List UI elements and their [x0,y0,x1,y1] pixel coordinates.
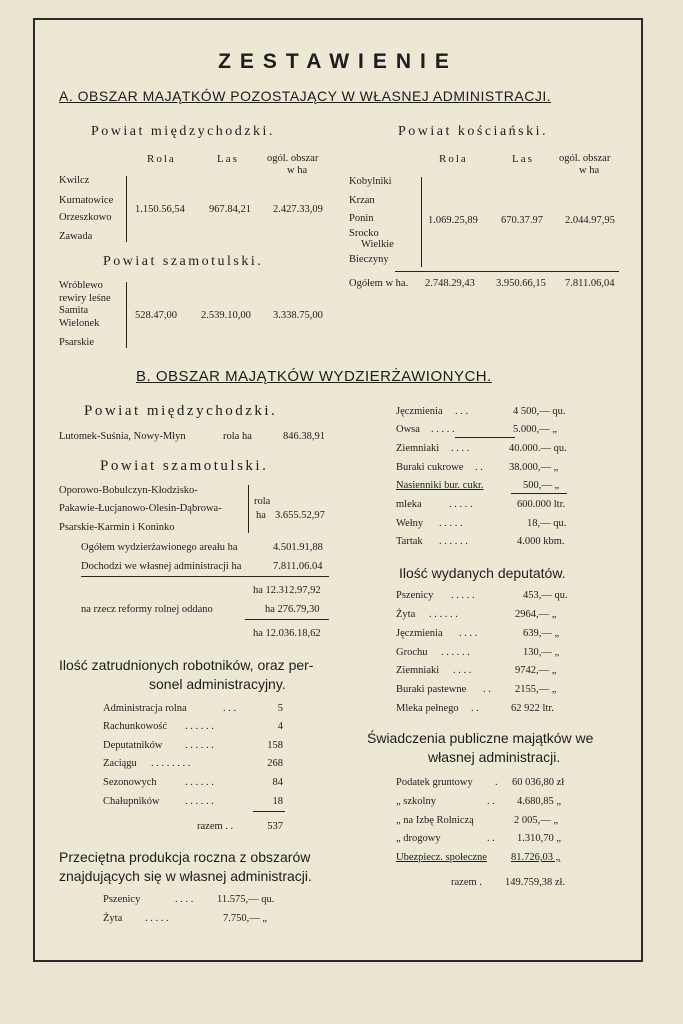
a-s-bracket [126,282,127,348]
document-page [33,18,643,962]
swiad-value-1: 60 036,80 zł [512,777,565,788]
dep-dots-4: . . . . . . [441,647,470,658]
a-m-col-rola: Rola [147,153,176,165]
swiad-dots-1: . [495,777,498,788]
b-miedzychodzki-header: Powiat międzychodzki. [84,403,278,419]
dep-label-5: Ziemniaki [396,665,440,676]
dep-dots-7: . . [471,703,479,714]
a-k-col-las: Las [512,153,534,165]
production-label-2: Żyta [103,913,123,924]
workers-value-6: 18 [272,796,283,807]
production-heading-2: znajdujących się w własnej administracji. [59,868,312,884]
prod-r-dots-4: . . [475,462,483,473]
prod-r-value-5: 500,— „ [523,480,560,491]
a-s-estate-3: Samita [59,305,89,316]
b-reform-label: na rzecz reformy rolnej oddano [81,604,213,615]
prod-r-dots-8: . . . . . . [439,536,468,547]
prod-r-value-7: 18,— qu. [527,518,567,529]
workers-label-3: Deputatników [103,740,163,751]
workers-dots-3: . . . . . . [185,740,214,751]
swiad-value-2: 4.680,85 „ [517,796,562,807]
prod-r-value-4: 38.000,— „ [509,462,559,473]
workers-label-1: Administracja rolna [103,703,187,714]
b-reform-value: ha 276.79,30 [265,604,320,615]
dep-value-3: 639,— „ [523,628,560,639]
a-s-rola: 528.47,00 [135,310,177,321]
b-m-label: Lutomek-Suśnia, Nowy-Młyn [59,431,186,442]
a-szamotulski-header: Powiat szamotulski. [103,254,264,269]
a-m-estate-3: Orzeszkowo [59,212,112,223]
prod-r-value-8: 4.000 kbm. [517,536,565,547]
workers-dots-5: . . . . . . [185,777,214,788]
dep-label-7: Mleka pełnego [396,703,459,714]
prod-r-label-8: Tartak [396,536,423,547]
b-szamotulski-header: Powiat szamotulski. [100,458,269,474]
prod-r-dots-2: . . . . . [431,424,455,435]
b-sum-rule [81,576,329,577]
prod-r-dots-1: . . . [455,406,469,417]
b-sum-label-1: Ogółem wydzierżawionego areału ha [81,542,238,553]
a-k-col-rola: Rola [439,153,468,165]
a-s-estate-5: Psarskie [59,337,94,348]
swiad-label-2: „ szkolny [396,796,436,807]
workers-value-4: 268 [267,758,283,769]
b-m-unit: rola ha [223,431,252,442]
a-m-col-las: Las [217,153,239,165]
a-miedzychodzki-header: Powiat międzychodzki. [91,124,275,139]
swiad-total-label: razem . [451,877,482,888]
workers-dots-6: . . . . . . [185,796,214,807]
prod-r-label-7: Wełny [396,518,424,529]
prod-r-dots-3: . . . . [451,443,470,454]
dep-value-6: 2155,— „ [515,684,557,695]
prod-r-label-3: Ziemniaki [396,443,440,454]
a-k-col-obszar-unit: w ha [579,165,600,176]
a-total-las: 3.950.66,15 [496,278,546,289]
a-m-total: 2.427.33,09 [273,204,323,215]
prod-r-label-1: Jęczmienia [396,406,443,417]
b-sum-value-1: 4.501.91,88 [273,542,323,553]
a-s-estate-1: Wróblewo [59,280,103,291]
swiad-value-4: 1.310,70 „ [517,833,562,844]
production-heading-1: Przeciętna produkcja roczna z obszarów [59,849,311,865]
dep-value-1: 453,— qu. [523,590,568,601]
a-total-label: Ogółem w ha. [349,278,409,289]
workers-heading-2: sonel administracyjny. [149,676,286,692]
section-a-heading: A. OBSZAR MAJĄTKÓW POZOSTAJĄCY W WŁASNEJ ADMINISTRACJI. [59,88,552,104]
a-m-estate-1: Kwilcz [59,175,90,186]
dep-label-6: Buraki pastewne [396,684,467,695]
deputaty-heading: Ilość wydanych deputatów. [399,565,566,581]
a-m-col-obszar: ogól. obszar [267,153,319,164]
a-m-col-obszar-unit: w ha [287,165,308,176]
swiad-label-5: Ubezpiecz. społeczne [396,852,487,863]
page-title: ZESTAWIENIE [218,50,458,73]
a-k-total: 2.044.97,95 [565,215,615,226]
prod-r-label-4: Buraki cukrowe [396,462,464,473]
a-k-las: 670.37.97 [501,215,543,226]
workers-heading-1: Ilość zatrudnionych robotników, oraz per- [59,657,314,673]
a-k-col-obszar: ogól. obszar [559,153,611,164]
a-m-las: 967.84,21 [209,204,251,215]
a-s-total: 3.338.75,00 [273,310,323,321]
a-total-all: 7.811.06,04 [565,278,615,289]
a-k-estate-5: Wielkie [361,239,394,250]
swiad-label-1: Podatek gruntowy [396,777,473,788]
prod-r-label-6: mleka [396,499,422,510]
a-s-estate-4: Wielonek [59,318,100,329]
dep-dots-5: . . . . [453,665,472,676]
prod-r-value-1: 4 500,— qu. [513,406,566,417]
a-k-estate-3: Ponin [349,213,374,224]
a-m-rola: 1.150.56,54 [135,204,185,215]
prod-r-underline-5 [511,493,567,494]
production-dots-1: . . . . [175,894,194,905]
a-k-estate-1: Kobylniki [349,176,392,187]
workers-label-6: Chałupników [103,796,160,807]
swiad-dots-2: . . [487,796,495,807]
dep-value-5: 9742,— „ [515,665,557,676]
dep-dots-1: . . . . . [451,590,475,601]
production-dots-2: . . . . . [145,913,169,924]
swiad-value-5: 81.726,03 „ [511,852,561,863]
b-final: ha 12.036.18,62 [253,628,321,639]
production-value-1: 11.575,— qu. [217,894,275,905]
b-subtotal: ha 12.312.97,92 [253,585,321,596]
workers-value-3: 158 [267,740,283,751]
swiad-dots-4: . . [487,833,495,844]
prod-r-value-6: 600.000 ltr. [517,499,566,510]
prod-r-dots-7: . . . . . [439,518,463,529]
workers-dots-1: . . . [223,703,237,714]
a-k-estate-4: Srocko [349,228,379,239]
workers-total-label: razem . . [197,821,234,832]
b-s-estate-1: Oporowo-Bobulczyn-Kłodzisko- [59,485,198,496]
b-s-estate-2: Pakawie-Łucjanowo-Olesin-Dąbrowa- [59,503,222,514]
a-k-estate-6: Bieczyny [349,254,389,265]
b-sum-label-2: Dochodzi we własnej administracji ha [81,561,242,572]
swiad-label-4: „ drogowy [396,833,441,844]
dep-label-3: Jęczmienia [396,628,443,639]
swiad-value-3: 2 005,— „ [514,815,559,826]
workers-value-5: 84 [272,777,283,788]
b-s-bracket [248,485,249,533]
dep-value-4: 130,— „ [523,647,560,658]
dep-label-2: Żyta [396,609,416,620]
dep-value-2: 2964,— „ [515,609,557,620]
workers-value-1: 5 [277,703,283,714]
a-k-estate-2: Krzan [349,195,375,206]
a-k-rola: 1.069.25,89 [428,215,478,226]
a-s-las: 2.539.10,00 [201,310,251,321]
a-k-bracket [421,177,422,267]
prod-r-underline-2 [455,437,515,438]
workers-dots-2: . . . . . . [185,721,214,732]
dep-dots-6: . . [483,684,491,695]
b-reform-rule [245,619,329,620]
dep-dots-2: . . . . . . [429,609,458,620]
b-s-estate-3: Psarskie-Karmin i Koninko [59,522,175,533]
b-sum-value-2: 7.811.06.04 [273,561,323,572]
b-s-value: 3.655.52,97 [275,510,325,521]
a-m-estate-4: Zawada [59,231,93,242]
dep-dots-3: . . . . [459,628,478,639]
workers-dots-4: . . . . . . . . [151,758,191,769]
dep-value-7: 62 922 ltr. [511,703,554,714]
dep-label-1: Pszenicy [396,590,434,601]
dep-label-4: Grochu [396,647,428,658]
a-m-bracket [126,176,127,242]
workers-label-4: Zaciągu [103,758,137,769]
swiad-label-3: „ na Izbę Rolniczą [396,815,474,826]
section-b-heading: B. OBSZAR MAJĄTKÓW WYDZIERŻAWIONYCH. [136,368,492,385]
workers-label-5: Sezonowych [103,777,157,788]
swiad-total-value: 149.759,38 zł. [505,877,566,888]
b-s-unit-ha: ha [256,510,266,521]
prod-r-value-2: 5.000,— „ [513,424,558,435]
production-label-1: Pszenicy [103,894,141,905]
a-total-rule [395,271,619,272]
prod-r-label-5: Nasienniki bur. cukr. [396,480,484,491]
production-value-2: 7.750,— „ [223,913,268,924]
prod-r-value-3: 40.000.— qu. [509,443,567,454]
a-m-estate-2: Kurnatowice [59,195,114,206]
workers-total-value: 537 [267,821,283,832]
b-s-unit-rola: rola [254,496,271,507]
a-total-rola: 2.748.29,43 [425,278,475,289]
swiad-heading-1: Świadczenia publiczne majątków we [367,730,594,746]
workers-rule [253,811,285,812]
prod-r-label-2: Owsa [396,424,420,435]
workers-label-2: Rachunkowość [103,721,168,732]
workers-value-2: 4 [277,721,283,732]
a-koscianski-header: Powiat kościański. [398,124,548,139]
a-s-estate-2: rewiry leśne [59,293,111,304]
prod-r-dots-6: . . . . . [449,499,473,510]
swiad-heading-2: własnej administracji. [428,749,561,765]
b-m-value: 846.38,91 [283,431,325,442]
